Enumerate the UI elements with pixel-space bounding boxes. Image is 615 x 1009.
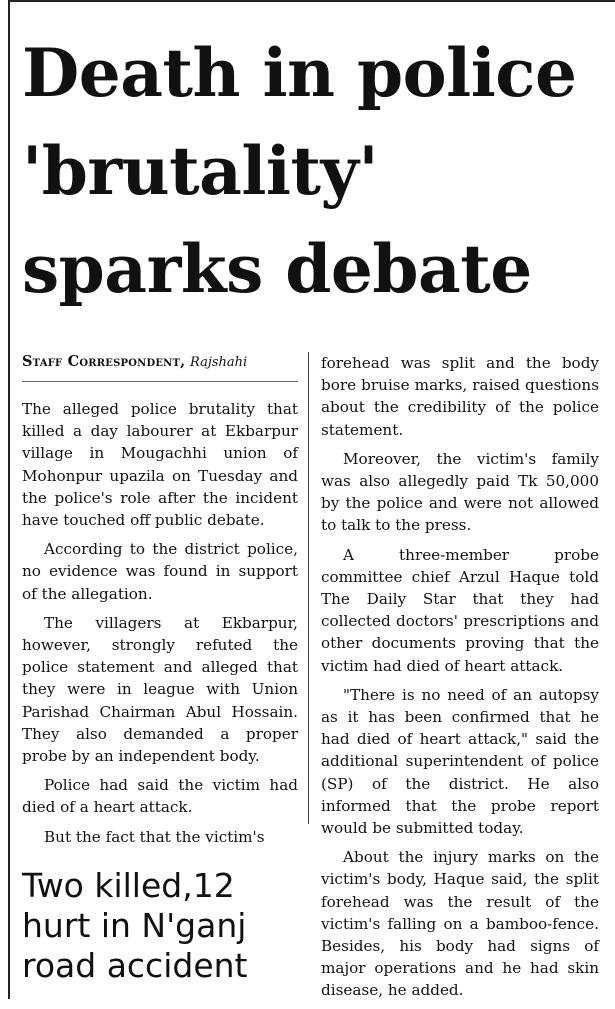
paragraph: A three-member probe committee chief Arzul Haque told The Daily Star that they had collected doctors' prescriptions and other documents proving that the victim had died of heart attack. (321, 545, 599, 675)
paragraph: forehead was split and the body bore bruise marks, raised questions about the credibility of the police statement. (321, 354, 599, 439)
paragraph: "There is no need of an autopsy as it has been confirmed that he had died of heart attack," said the additional superintendent of police (SP) of the district. He also informed that the probe report would be submitted today. (321, 685, 599, 838)
article-headline: Death in police 'brutality' sparks debate (22, 34, 577, 308)
paragraph: But the fact that the victim's (44, 827, 265, 846)
paragraph: About the injury marks on the victim's body, Haque said, the split forehead was the result of the victim's falling on a bamboo-fence. Besides, his body had signs of major operations and he had skin disease, he added. (321, 848, 599, 1000)
second-story-headline: Two killed,12 hurt in N'ganj road accident (22, 866, 248, 985)
byline-name: Staff Correspondent, (22, 353, 186, 370)
paragraph: Police had said the victim had died of a heart attack. (22, 776, 298, 817)
article-column-2 (321, 352, 599, 1009)
paragraph: The villagers at Ekbarpur, however, strongly refuted the police statement and alleged that they were in league with Union Parishad Chairman Abul Hossain. They also demanded a proper probe by an independent body. (22, 613, 298, 766)
top-rule (8, 0, 615, 2)
byline (22, 352, 298, 382)
article-column-1 (22, 352, 298, 855)
left-rule (8, 0, 10, 999)
paragraph: The alleged police brutality that killed a day labourer at Ekbarpur village in Mougachhi union of Mohonpur upazila on Tuesday and the police's role after the incident have touched off public debate. (22, 400, 298, 530)
paragraph: Moreover, the victim's family was also allegedly paid Tk 50,000 by the police and were not allowed to talk to the press. (321, 449, 599, 535)
column-divider (308, 352, 309, 824)
byline-location: Rajshahi (190, 355, 248, 370)
paragraph: According to the district police, no evidence was found in support of the allegation. (22, 540, 298, 603)
